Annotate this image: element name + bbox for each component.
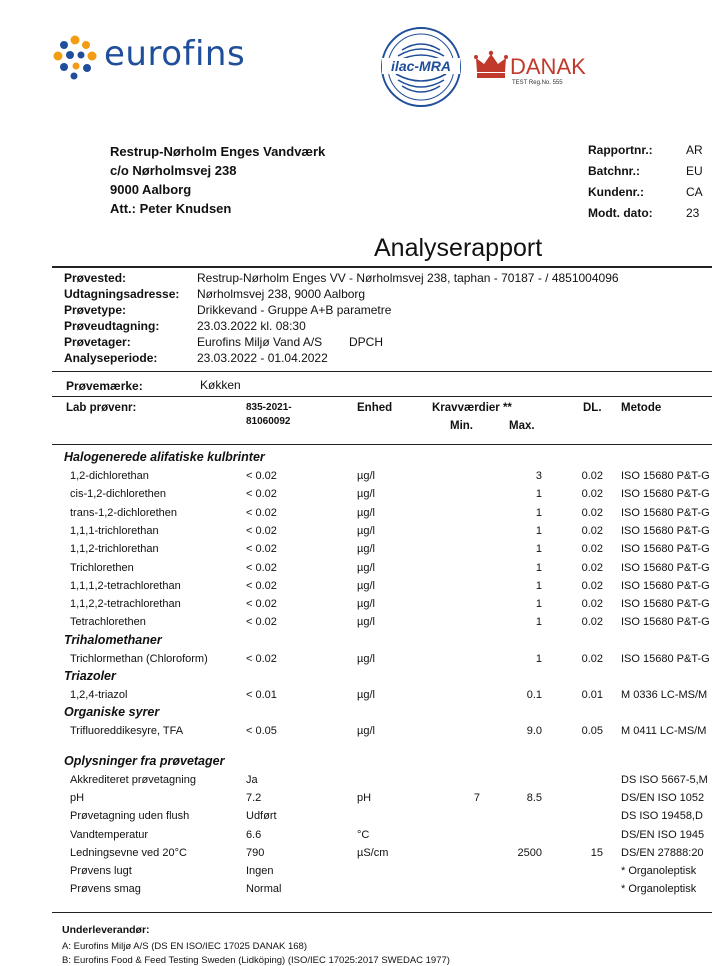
divider xyxy=(52,444,712,445)
table-row xyxy=(0,863,700,881)
sample-info-label: Prøvetype: xyxy=(64,303,127,317)
method: DS ISO 5667-5,M xyxy=(621,773,708,786)
max-value: 1 xyxy=(535,652,542,665)
method: ISO 15680 P&T-G xyxy=(621,488,710,501)
header-unit: Enhed xyxy=(357,402,393,414)
result-value: 790 xyxy=(246,846,265,859)
result-value: < 0.02 xyxy=(246,579,277,592)
result-value: < 0.02 xyxy=(246,506,277,519)
result-value: < 0.02 xyxy=(246,652,277,665)
sample-info-value: Nørholmsvej 238, 9000 Aalborg xyxy=(197,287,366,301)
param-name: Trichlormethan (Chloroform) xyxy=(70,652,208,665)
table-row xyxy=(0,881,700,899)
dl-value: 0.02 xyxy=(581,506,603,519)
header-sample-number: 81060092 xyxy=(246,416,291,427)
method: ISO 15680 P&T-G xyxy=(621,652,710,665)
method: * Organoleptisk xyxy=(621,865,697,878)
table-row xyxy=(0,827,705,845)
table-row xyxy=(0,486,710,504)
param-name: Trifluoreddikesyre, TFA xyxy=(70,725,184,738)
result-value: < 0.02 xyxy=(246,488,277,501)
meta-label: Modt. dato: xyxy=(588,206,653,220)
unit: µg/l xyxy=(357,470,375,482)
sample-info-value: 23.03.2022 kl. 08:30 xyxy=(197,319,306,333)
sample-info-value: Drikkevand - Gruppe A+B parametre xyxy=(197,303,392,317)
sample-info-extra: DPCH xyxy=(349,335,384,349)
dl-value: 0.02 xyxy=(581,652,603,665)
result-value: Ja xyxy=(246,773,258,786)
table-row xyxy=(0,808,703,826)
header-dl: DL. xyxy=(583,402,602,414)
method: ISO 15680 P&T-G xyxy=(621,616,710,629)
method: ISO 15680 P&T-G xyxy=(621,598,710,611)
table-row xyxy=(0,772,708,790)
dl-value: 0.02 xyxy=(581,579,603,592)
recipient-address xyxy=(110,142,325,218)
param-name: 1,2-dichlorethan xyxy=(70,470,149,482)
meta-value: AR xyxy=(686,143,703,157)
section-title: Halogenerede alifatiske kulbrinter xyxy=(64,450,265,464)
table-row xyxy=(0,614,710,632)
param-name: Trichlorethen xyxy=(70,561,134,574)
method: ISO 15680 P&T-G xyxy=(621,524,710,537)
dl-value: 0.01 xyxy=(581,689,603,701)
result-value: Udført xyxy=(246,810,277,823)
param-name: trans-1,2-dichlorethen xyxy=(70,506,178,519)
meta-label: Rapportnr.: xyxy=(588,143,653,157)
sample-info xyxy=(64,271,700,367)
meta-label: Kundenr.: xyxy=(588,185,644,199)
method: M 0411 LC-MS/M xyxy=(621,725,707,738)
max-value: 0.1 xyxy=(526,689,542,701)
subcontractor-heading: Underleverandør: xyxy=(62,924,150,936)
result-value: 7.2 xyxy=(246,791,262,804)
result-value: 6.6 xyxy=(246,828,262,841)
sample-info-label: Udtagningsadresse: xyxy=(64,287,180,301)
unit: µg/l xyxy=(357,543,375,556)
dl-value: 15 xyxy=(590,846,603,859)
max-value: 1 xyxy=(535,561,542,574)
dl-value: 0.05 xyxy=(581,725,603,738)
result-value: < 0.02 xyxy=(246,470,277,482)
min-value: 7 xyxy=(473,791,480,804)
eurofins-wordmark: eurofins xyxy=(104,34,246,74)
max-value: 1 xyxy=(535,579,542,592)
max-value: 2500 xyxy=(517,846,542,859)
ilac-label: ilac-MRA xyxy=(382,58,460,74)
report-title: Analyserapport xyxy=(374,234,543,262)
method: DS/EN ISO 1945 xyxy=(621,828,705,841)
max-value: 1 xyxy=(535,488,542,501)
method: DS/EN ISO 1052 xyxy=(621,791,705,804)
unit: µg/l xyxy=(357,561,375,574)
result-value: < 0.05 xyxy=(246,725,277,738)
address-line: Att.: Peter Knudsen xyxy=(110,201,232,216)
result-value: < 0.02 xyxy=(246,524,277,537)
dl-value: 0.02 xyxy=(581,598,603,611)
table-row xyxy=(0,687,708,705)
sample-mark-value: Køkken xyxy=(200,378,241,392)
param-name: 1,1,2,2-tetrachlorethan xyxy=(70,598,181,611)
method: * Organoleptisk xyxy=(621,883,697,896)
address-line: c/o Nørholmsvej 238 xyxy=(110,163,237,178)
param-name: pH xyxy=(70,791,85,804)
divider xyxy=(52,396,712,397)
param-name: 1,1,2-trichlorethan xyxy=(70,543,159,556)
divider xyxy=(52,371,712,372)
address-line: Restrup-Nørholm Enges Vandværk xyxy=(110,144,326,159)
max-value: 9.0 xyxy=(526,725,542,738)
result-value: < 0.02 xyxy=(246,543,277,556)
sample-info-value: Restrup-Nørholm Enges VV - Nørholmsvej 238, taphan - 70187 - / 4851004096 xyxy=(197,271,619,285)
table-row xyxy=(0,790,705,808)
table-row xyxy=(0,845,704,863)
param-name: Tetrachlorethen xyxy=(70,616,146,629)
unit: µg/l xyxy=(357,725,375,738)
unit: µg/l xyxy=(357,524,375,537)
eurofins-dots-icon xyxy=(52,34,98,80)
method: ISO 15680 P&T-G xyxy=(621,561,710,574)
param-name: cis-1,2-dichlorethen xyxy=(70,488,166,501)
sample-info-label: Prøveudtagning: xyxy=(64,319,160,333)
param-name: Akkrediteret prøvetagning xyxy=(70,773,196,786)
result-value: Normal xyxy=(246,883,282,896)
sample-info-row xyxy=(64,271,700,287)
table-row xyxy=(0,560,710,578)
dl-value: 0.02 xyxy=(581,543,603,556)
header-requirements: Kravværdier ** xyxy=(432,402,512,414)
sample-info-value: 23.03.2022 - 01.04.2022 xyxy=(197,351,328,365)
table-row xyxy=(0,505,710,523)
method: ISO 15680 P&T-G xyxy=(621,579,710,592)
result-value: < 0.02 xyxy=(246,561,277,574)
method: ISO 15680 P&T-G xyxy=(621,543,710,556)
max-value: 1 xyxy=(535,616,542,629)
header-lab: Lab prøvenr: xyxy=(66,402,137,414)
param-name: Prøvens smag xyxy=(70,883,141,896)
param-name: Prøvens lugt xyxy=(70,865,132,878)
table-row xyxy=(0,578,710,596)
divider xyxy=(52,912,712,913)
report-meta xyxy=(588,143,703,227)
max-value: 1 xyxy=(535,543,542,556)
table-row xyxy=(0,468,710,486)
unit: µg/l xyxy=(357,689,375,701)
max-value: 1 xyxy=(535,598,542,611)
unit: °C xyxy=(357,828,370,841)
param-name: Ledningsevne ved 20°C xyxy=(70,846,187,859)
header-method: Metode xyxy=(621,402,662,414)
header-sample-number: 835-2021- xyxy=(246,402,292,413)
subcontractor-line: A: Eurofins Miljø A/S (DS EN ISO/IEC 17025 DANAK 168) xyxy=(62,941,307,952)
unit: µg/l xyxy=(357,488,375,501)
param-name: 1,1,1-trichlorethan xyxy=(70,524,159,537)
unit: pH xyxy=(357,791,372,804)
param-name: 1,2,4-triazol xyxy=(70,689,128,701)
result-value: Ingen xyxy=(246,865,274,878)
unit: µS/cm xyxy=(357,846,389,859)
dl-value: 0.02 xyxy=(581,470,603,482)
unit: µg/l xyxy=(357,579,375,592)
divider xyxy=(52,266,712,268)
table-row xyxy=(0,596,710,614)
unit: µg/l xyxy=(357,598,375,611)
max-value: 1 xyxy=(535,524,542,537)
meta-value: CA xyxy=(686,185,703,199)
header-max: Max. xyxy=(509,420,535,432)
sample-info-label: Prøvested: xyxy=(64,271,127,285)
section-title: Organiske syrer xyxy=(64,705,160,720)
dl-value: 0.02 xyxy=(581,561,603,574)
unit: µg/l xyxy=(357,652,375,665)
dl-value: 0.02 xyxy=(581,616,603,629)
danak-reg-number: TEST Reg.No. 555 xyxy=(512,80,563,86)
meta-value: EU xyxy=(686,164,703,178)
max-value: 1 xyxy=(535,506,542,519)
table-row xyxy=(0,723,707,741)
method: ISO 15680 P&T-G xyxy=(621,506,710,519)
section-title: Oplysninger fra prøvetager xyxy=(64,753,225,768)
max-value: 8.5 xyxy=(526,791,542,804)
crown-icon xyxy=(474,50,508,80)
meta-value: 23 xyxy=(686,206,700,220)
param-name: 1,1,1,2-tetrachlorethan xyxy=(70,579,181,592)
method: DS/EN 27888:20 xyxy=(621,846,704,859)
method: DS ISO 19458,D xyxy=(621,810,703,823)
ilac-mra-seal xyxy=(380,26,462,108)
danak-wordmark: DANAK xyxy=(510,54,586,79)
sample-info-label: Analyseperiode: xyxy=(64,351,158,365)
dl-value: 0.02 xyxy=(581,524,603,537)
sample-info-row xyxy=(64,303,700,319)
sample-info-row xyxy=(64,287,700,303)
section-title: Trihalomethaner xyxy=(64,632,162,647)
meta-label: Batchnr.: xyxy=(588,164,641,178)
max-value: 3 xyxy=(535,470,542,482)
subcontractor-line: B: Eurofins Food & Feed Testing Sweden (Lidköping) (ISO/IEC 17025:2017 SWEDAC 1977) xyxy=(62,955,450,966)
table-row xyxy=(0,651,710,669)
result-value: < 0.02 xyxy=(246,616,277,629)
sample-info-label: Prøvetager: xyxy=(64,335,131,349)
result-value: < 0.01 xyxy=(246,689,277,701)
sample-info-row xyxy=(64,335,700,351)
unit: µg/l xyxy=(357,506,375,519)
address-line: 9000 Aalborg xyxy=(110,182,192,197)
method: M 0336 LC-MS/M xyxy=(621,689,708,701)
header-min: Min. xyxy=(450,420,473,432)
param-name: Prøvetagning uden flush xyxy=(70,810,190,823)
sample-info-value: Eurofins Miljø Vand A/S xyxy=(197,335,323,349)
table-header xyxy=(0,402,700,442)
sample-mark-label: Prøvemærke: xyxy=(66,379,143,393)
result-value: < 0.02 xyxy=(246,598,277,611)
sample-info-row xyxy=(64,351,700,367)
table-row xyxy=(0,523,710,541)
section-title: Triazoler xyxy=(64,669,116,683)
sample-info-row xyxy=(64,319,700,335)
unit: µg/l xyxy=(357,616,375,629)
table-row xyxy=(0,541,710,559)
dl-value: 0.02 xyxy=(581,488,603,501)
param-name: Vandtemperatur xyxy=(70,828,149,841)
method: ISO 15680 P&T-G xyxy=(621,470,710,482)
